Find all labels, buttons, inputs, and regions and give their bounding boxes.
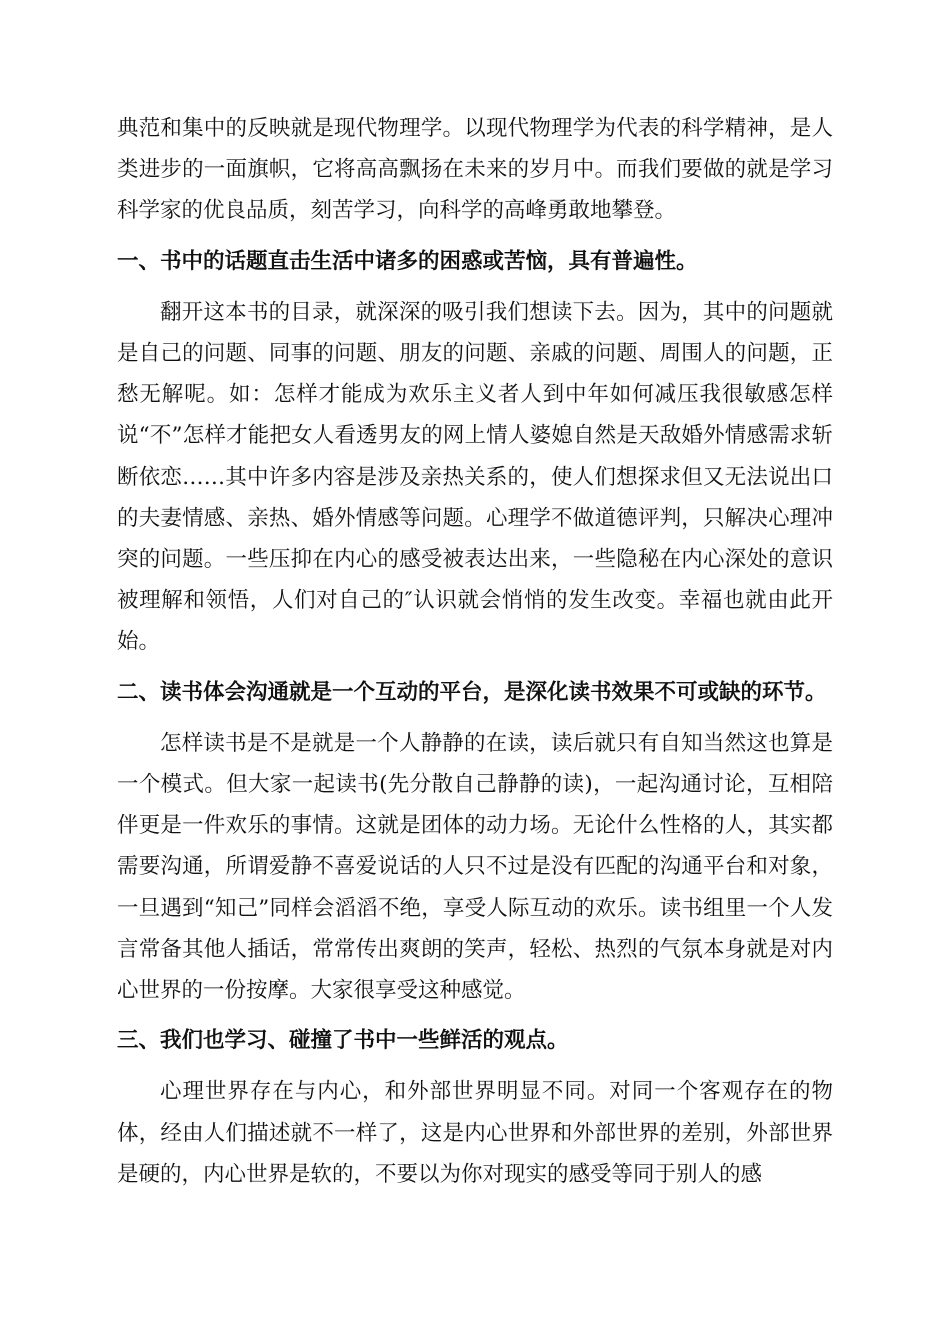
section-body-1: 翻开这本书的目录，就深深的吸引我们想读下去。因为，其中的问题就是自己的问题、同事的问题、朋友的问题、亲戚的问题、周围人的问题，正愁无解呢。如：怎样才能成为欢乐主义者人到中年如何减压我很敏感怎样说“不”怎样才能把女人看透男友的网上情人婆媳自然是天敌婚外情感需求斩断依恋……其中许多内容是涉及亲热关系的，使人们想探求但又无法说出口的夫妻情感、亲热、婚外情感等问题。心理学不做道德评判，只解决心理冲突的问题。一些压抑在内心的感受被表达出来，一些隐秘在内心深处的意识被理解和领悟，人们对自己的″认识就会悄悄的发生改变。幸福也就由此开始。 (117, 299, 833, 655)
spacer (117, 282, 833, 292)
spacer (117, 1061, 833, 1071)
section-body-2: 怎样读书是不是就是一个人静静的在读，读后就只有自知当然这也算是一个模式。但大家一起读书(先分散自己静静的读)，一起沟通讨论，互相陪伴更是一件欢乐的事情。这就是团体的动力场。无论什么性格的人，其实都需要沟通，所谓爱静不喜爱说话的人只不过是没有匹配的沟通平台和对象，一旦遇到“知己”同样会滔滔不绝，享受人际互动的欢乐。读书组里一个人发言常备其他人插话，常常传出爽朗的笑声，轻松、热烈的气氛本身就是对内心世界的一份按摩。大家很享受这种感觉。 (117, 730, 833, 1004)
section-body-3: 心理世界存在与内心，和外部世界明显不同。对同一个客观存在的物体，经由人们描述就不一样了，这是内心世界和外部世界的差别，外部世界是硬的，内心世界是软的，不要以为你对现实的感受等同于别人的感 (117, 1079, 833, 1187)
section-heading-1: 一、书中的话题直击生活中诸多的困惑或苦恼，具有普遍性。 (117, 248, 698, 274)
spacer (117, 713, 833, 723)
spacer (117, 232, 833, 241)
section-heading-3: 三、我们也学习、碰撞了书中一些鲜活的观点。 (117, 1028, 569, 1054)
section-heading-2: 二、读书体会沟通就是一个互动的平台，是深化读书效果不可或缺的环节。 (117, 679, 827, 705)
document-page (117, 108, 833, 1195)
spacer (117, 1011, 833, 1020)
spacer (117, 663, 833, 672)
intro-paragraph: 典范和集中的反映就是现代物理学。以现代物理学为代表的科学精神，是人类进步的一面旗帜，它将高高飘扬在未来的岁月中。而我们要做的就是学习科学家的优良品质，刻苦学习，向科学的高峰勇敢地攀登。 (117, 116, 833, 224)
